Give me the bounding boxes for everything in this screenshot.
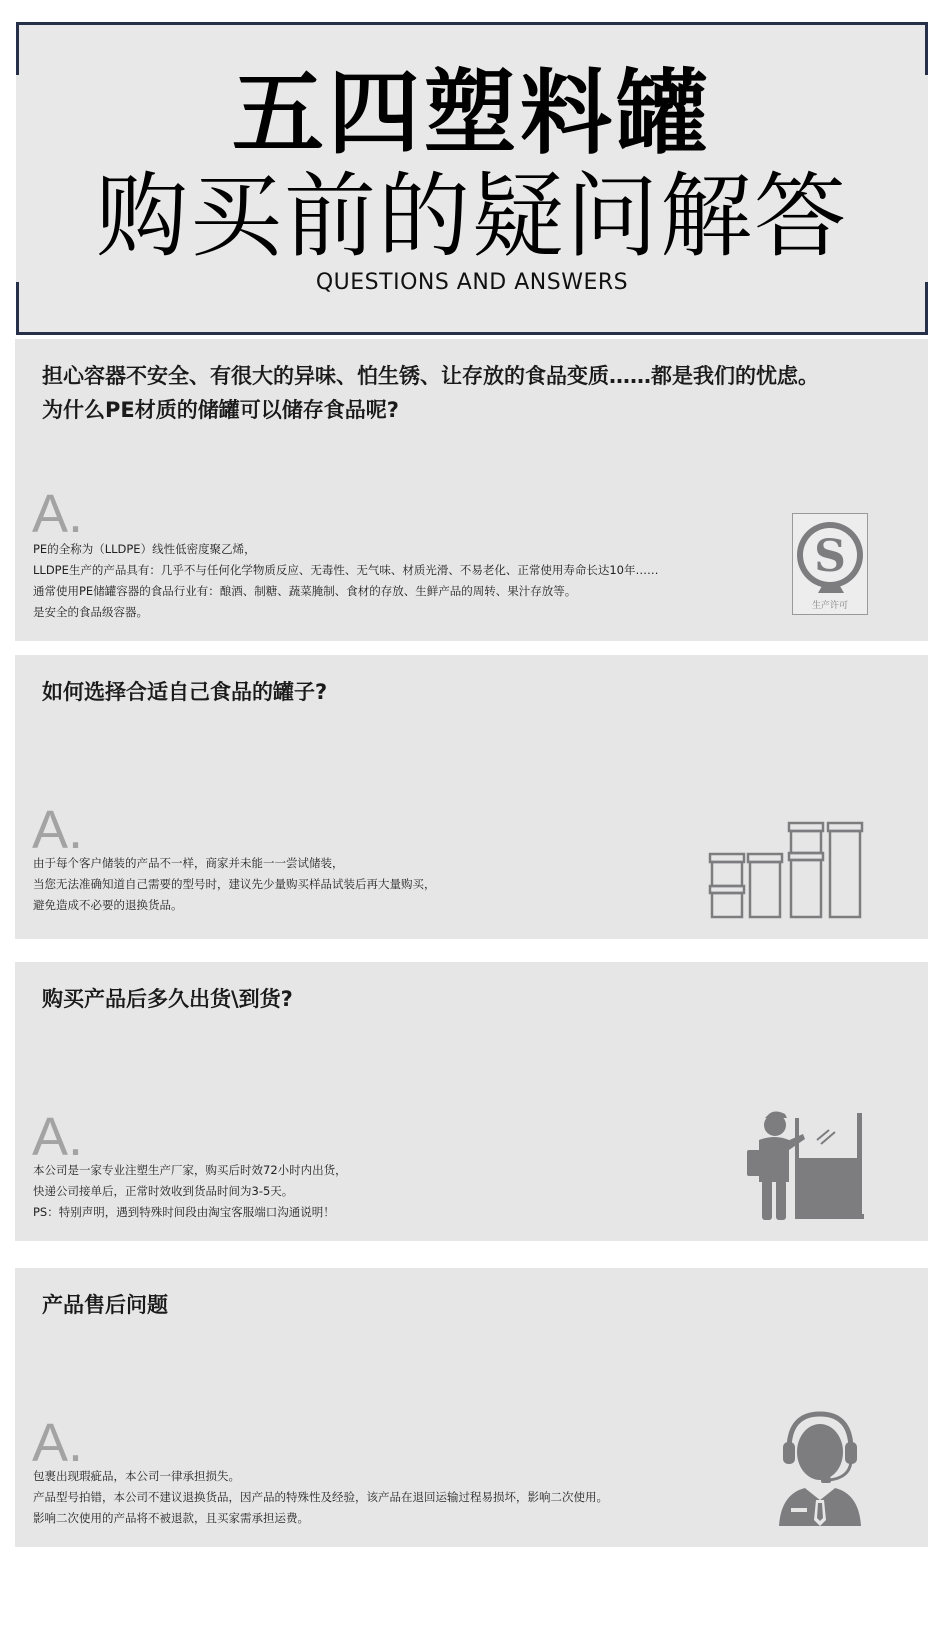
answer-line: 包裹出现瑕疵品，本公司一律承担损失。 (33, 1469, 240, 1483)
answer-mark: A. (32, 800, 84, 860)
answer-line: PE的全称为（LLDPE）线性低密度聚乙烯， (33, 542, 256, 556)
answer-line: 产品型号拍错，本公司不建议退换货品，因产品的特殊性及经验，该产品在退回运输过程易损坏，影响二次使用。 (33, 1490, 608, 1504)
delivery-person-icon (745, 1110, 867, 1222)
answer-line: 当您无法准确知道自己需要的型号时，建议先少量购买样品试装后再大量购买， (33, 877, 436, 891)
containers-icon (707, 820, 867, 920)
answer-text (33, 539, 659, 623)
answer-line: PS：特别声明，遇到特殊时间段由淘宝客服端口沟通说明！ (33, 1205, 335, 1219)
qa-section (15, 339, 928, 641)
question-line: 购买产品后多久出货\到货? (42, 987, 293, 1011)
answer-text (33, 1466, 608, 1529)
svg-text:S: S (814, 531, 846, 582)
answer-line: LLDPE生产的产品具有：几乎不与任何化学物质反应、无毒性、无气味、材质光滑、不易老化、正常使用寿命长达10年…… (33, 563, 659, 577)
question-line: 产品售后问题 (42, 1293, 168, 1317)
answer-line: 避免造成不必要的退换货品。 (33, 898, 183, 912)
qs-label: 生产许可 (811, 601, 849, 611)
answer-text (33, 1160, 347, 1223)
question-text (42, 359, 819, 427)
answer-line: 影响二次使用的产品将不被退款，且买家需承担运费。 (33, 1511, 309, 1525)
question-text (42, 1288, 168, 1322)
frame-top-line (16, 22, 928, 25)
qa-section (15, 1268, 928, 1547)
question-text (42, 982, 293, 1016)
qs-certification-icon (792, 513, 868, 615)
answer-line: 通常使用PE储罐容器的食品行业有：酿酒、制糖、蔬菜腌制、食材的存放、生鲜产品的周转、果汁存放等。 (33, 584, 577, 598)
page-subtitle: 购买前的疑问解答 (95, 163, 848, 270)
qa-section (15, 962, 928, 1241)
answer-line: 由于每个客户储装的产品不一样，商家并未能一一尝试储装， (33, 856, 344, 870)
header-banner (16, 22, 928, 335)
answer-line: 快递公司接单后，正常时效收到货品时间为3-5天。 (33, 1184, 294, 1198)
question-line: 如何选择合适自己食品的罐子? (42, 680, 328, 704)
question-line: 为什么PE材质的储罐可以储存食品呢? (42, 398, 399, 422)
answer-mark: A. (32, 1413, 84, 1473)
question-text (42, 675, 327, 709)
answer-line: 本公司是一家专业注塑生产厂家，购买后时效72小时内出货， (33, 1163, 347, 1177)
answer-mark: A. (32, 1107, 84, 1167)
answer-line: 是安全的食品级容器。 (33, 605, 148, 619)
customer-service-icon (775, 1408, 865, 1528)
page-title: 五四塑料罐 (231, 60, 712, 167)
qa-section (15, 655, 928, 939)
answer-mark: A. (32, 484, 84, 544)
english-subtitle: QUESTIONS AND ANSWERS (315, 270, 629, 295)
question-line: 担心容器不安全、有很大的异味、怕生锈、让存放的食品变质……都是我们的忧虑。 (42, 364, 819, 388)
frame-bottom-line (16, 332, 928, 335)
answer-text (33, 853, 436, 916)
